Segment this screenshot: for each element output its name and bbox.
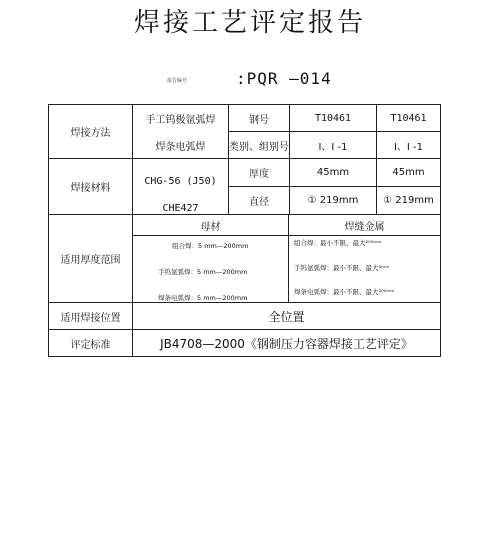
welding-material-2: CHE427 [162, 202, 199, 214]
table-border-bottom [48, 356, 441, 357]
table-border-right [440, 104, 441, 357]
weld-metal-range-combined: 组合焊：最小不限、最大²⁰⁰ᵐᵐ [294, 238, 382, 247]
welding-method-2: 焊条电弧焊 [155, 141, 206, 153]
weld-metal-range-smaw: 焊条电弧焊：最小不限、最大²⁰⁰ᵐᵐ [294, 287, 395, 296]
base-metal-range-gtaw: 手钨氩弧焊：5 mm—200mm [158, 267, 248, 276]
weld-metal-range-gtaw: 手钨氩弧焊：最小不限、最大⁵ᵐᵐ [294, 263, 390, 272]
class-group-value-2: Ⅰ、Ⅰ -1 [393, 141, 424, 153]
diameter-value-2: ① 219mm [383, 195, 434, 206]
welding-material-1: CHG-56 (J50) [144, 175, 217, 187]
class-group-label: 类别、组别号 [229, 141, 289, 153]
thickness-label: 厚度 [249, 169, 269, 180]
diameter-value-1: ① 219mm [307, 195, 359, 206]
base-metal-header: 母材 [200, 221, 221, 233]
welding-position-label: 适用焊接位置 [60, 312, 121, 324]
steel-grade-label: 钢号 [249, 114, 269, 126]
weld-metal-header: 焊缝金属 [344, 221, 385, 233]
base-metal-range-combined: 组合焊：5 mm—200mm [172, 241, 249, 250]
steel-grade-value-1: T10461 [314, 112, 352, 124]
welding-method-label: 焊接方法 [70, 128, 111, 139]
class-group-value-1: Ⅰ、Ⅰ -1 [318, 141, 348, 153]
page-title: 焊接工艺评定报告 [133, 8, 366, 38]
welding-material-label: 焊接材料 [70, 183, 111, 194]
thickness-range-label: 适用厚度范围 [60, 255, 121, 266]
thickness-value-2: 45mm [392, 167, 425, 178]
base-metal-range-smaw: 焊条电弧焊：5 mm—200mm [158, 293, 248, 302]
thickness-value-1: 45mm [316, 167, 350, 178]
report-number-label: 报告编号 [167, 78, 188, 84]
welding-position-value: 全位置 [268, 309, 305, 324]
evaluation-standard-value: JB4708—2000《钢制压力容器焊接工艺评定》 [160, 336, 413, 351]
welding-method-1: 手工钨极氩弧焊 [145, 114, 216, 126]
steel-grade-value-2: T10461 [390, 112, 427, 124]
report-number-value: :PQR —014 [236, 69, 332, 88]
evaluation-standard-label: 评定标准 [70, 339, 111, 351]
diameter-label: 直径 [249, 197, 269, 208]
